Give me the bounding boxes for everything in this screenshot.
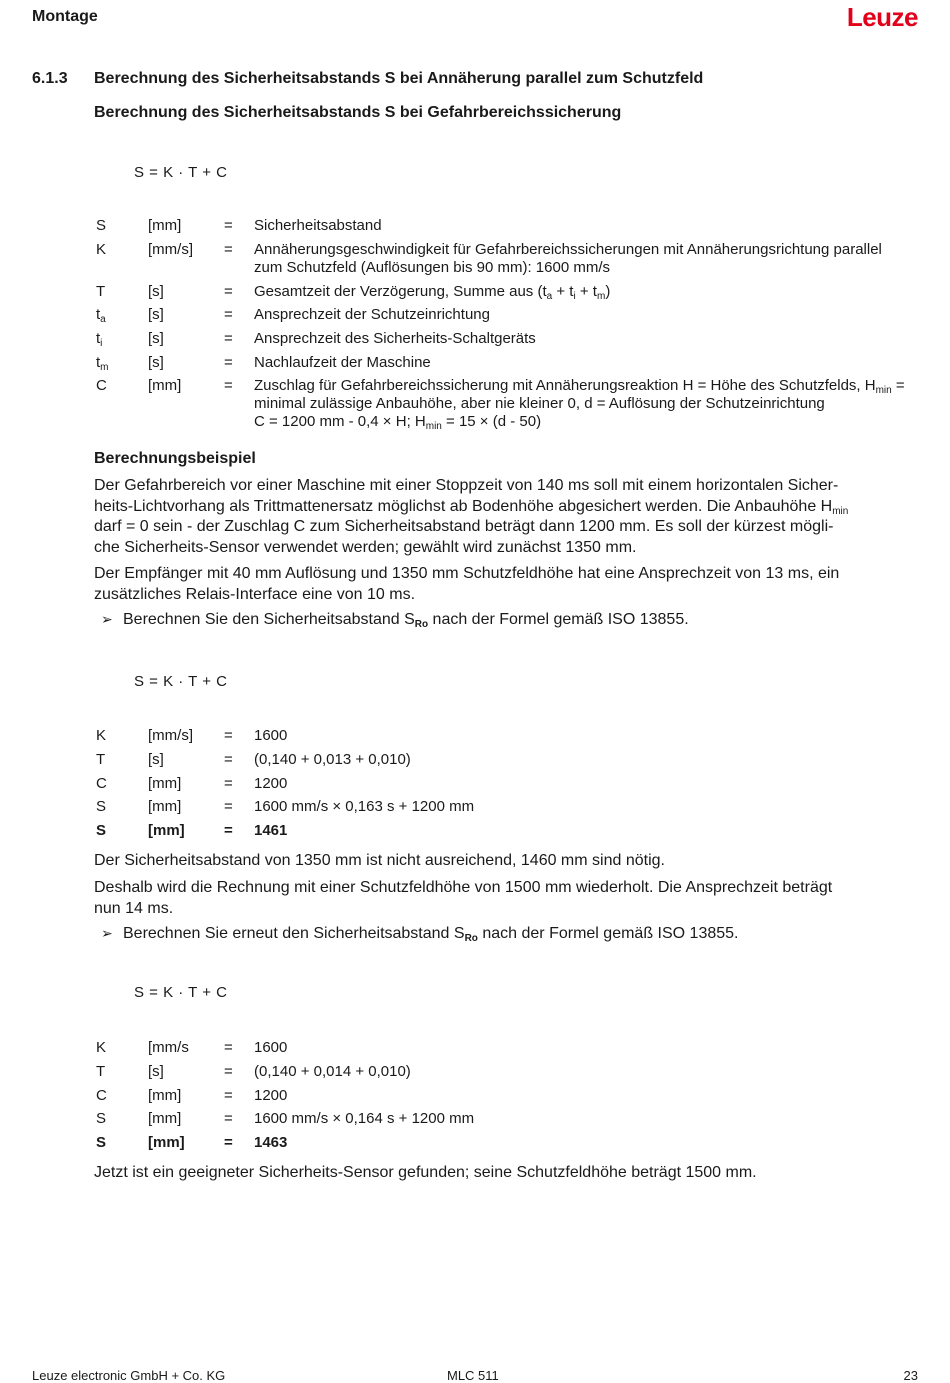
- definition-sym: T: [96, 283, 106, 300]
- action-arrow-icon: ➢: [101, 612, 113, 628]
- definition-eq: =: [224, 377, 233, 394]
- definition-sym: C: [96, 377, 107, 394]
- definition-unit: [mm]: [148, 377, 182, 394]
- calc2-desc: 1600 mm/s × 0,164 s + 1200 mm: [254, 1110, 475, 1127]
- calc2-sym: T: [96, 1063, 106, 1080]
- calc1-sym: S: [96, 822, 107, 839]
- example-paragraph-5: Jetzt ist ein geeigneter Sicherheits-Sensor gefunden; seine Schutzfeldhöhe beträgt 1500 mm.: [94, 1164, 757, 1181]
- calc1-eq: =: [224, 727, 233, 744]
- definition-eq: =: [224, 306, 233, 323]
- calc1-unit: [mm/s]: [148, 727, 193, 744]
- calc1-sym: K: [96, 727, 107, 744]
- definition-desc: Zuschlag für Gefahrbereichssicherung mit Annäherungsreaktion H = Höhe des Schutzfelds, $H_{min}$ = minimal zulässige Anbauhöhe, aber nie kleiner 0, d = Auflösung der Schutzeinrichtung C = 1200 mm - 0,4 × H; $H_{min} = 15 \times (d - 50)$: [254, 377, 905, 432]
- calc2-eq: =: [224, 1039, 233, 1056]
- calc2-unit: [mm/s: [148, 1039, 189, 1056]
- calc2-sym: S: [96, 1110, 107, 1127]
- calc1-sym: S: [96, 798, 107, 815]
- definition-sym: $t_i$: [96, 330, 103, 349]
- calc1-desc: (0,140 + 0,013 + 0,010): [254, 751, 411, 768]
- calc2-desc: 1200: [254, 1087, 288, 1104]
- header-section-title: Montage: [32, 8, 98, 25]
- calc1-unit: [mm]: [148, 822, 185, 839]
- calc1-eq: =: [224, 798, 233, 815]
- example-heading: Berechnungsbeispiel: [94, 450, 256, 467]
- calc2-unit: [s]: [148, 1063, 164, 1080]
- definition-unit: [s]: [148, 354, 164, 371]
- definition-sym: S: [96, 217, 107, 234]
- example-paragraph-4: Deshalb wird die Rechnung mit einer Schutzfeldhöhe von 1500 mm wiederholt. Die Ansprechzeit beträgt nun 14 ms.: [94, 879, 833, 917]
- example-paragraph-2: Der Empfänger mit 40 mm Auflösung und 1350 mm Schutzfeldhöhe hat eine Ansprechzeit von 13 ms, ein zusätzliches Relais-Interface eine von 10 ms.: [94, 565, 840, 603]
- definition-unit: [mm]: [148, 217, 182, 234]
- footer-product: MLC 511: [447, 1368, 499, 1383]
- calc2-desc: (0,140 + 0,014 + 0,010): [254, 1063, 411, 1080]
- calc2-eq: =: [224, 1087, 233, 1104]
- action-item-1: [101, 611, 689, 629]
- calc2-sym: K: [96, 1039, 107, 1056]
- footer-company: Leuze electronic GmbH + Co. KG: [32, 1368, 226, 1383]
- calc2-desc: 1600: [254, 1039, 288, 1056]
- definition-sym: K: [96, 241, 107, 258]
- definition-unit: [s]: [148, 330, 164, 347]
- section-number: 6.1.3: [32, 70, 68, 87]
- calc2-unit: [mm]: [148, 1134, 185, 1151]
- calc2-sym: C: [96, 1087, 107, 1104]
- calc2-sym: S: [96, 1134, 107, 1151]
- section-title: Berechnung des Sicherheitsabstands S bei Annäherung parallel zum Schutzfeld: [94, 70, 704, 87]
- calc1-sym: T: [96, 751, 106, 768]
- calc2-eq: =: [224, 1110, 233, 1127]
- calc2-eq: =: [224, 1134, 233, 1151]
- calc1-sym: C: [96, 775, 107, 792]
- example-paragraph-3: Der Sicherheitsabstand von 1350 mm ist nicht ausreichend, 1460 mm sind nötig.: [94, 852, 665, 869]
- calc1-desc: 1461: [254, 822, 288, 839]
- formula-1: S = K · T + C: [134, 164, 227, 181]
- footer-page-number: 23: [903, 1368, 918, 1383]
- definition-desc: Ansprechzeit der Schutzeinrichtung: [254, 306, 490, 323]
- brand-logo: Leuze: [846, 2, 918, 32]
- calc2-eq: =: [224, 1063, 233, 1080]
- definition-unit: [s]: [148, 283, 164, 300]
- definition-eq: =: [224, 241, 233, 258]
- action-text-1: Berechnen Sie den Sicherheitsabstand $S_{Ro}$ nach der Formel gemäß ISO 13855.: [123, 611, 689, 630]
- calc1-desc: 1200: [254, 775, 288, 792]
- section-subtitle: Berechnung des Sicherheitsabstands S bei Gefahrbereichssicherung: [94, 104, 622, 121]
- definition-desc: Nachlaufzeit der Maschine: [254, 354, 431, 371]
- definition-desc: Sicherheitsabstand: [254, 217, 382, 234]
- calc1-desc: 1600: [254, 727, 288, 744]
- example-paragraph-1: Der Gefahrbereich vor einer Maschine mit einer Stoppzeit von 140 ms soll mit einem horizontalen Sicher- heits-Lichtvorhang als Trittmattenersatz möglichst ab Bodenhöhe abgesichert werden. Die Anbauhöhe $H_{min}$ darf = 0 sein - der Zuschlag C zum Sicherheitsabstand beträgt dann 1200 mm. Es soll der kürzest mögli- che Sicherheits-Sensor verwendet werden; gewählt wird zunächst 1350 mm.: [94, 477, 849, 556]
- definition-unit: [mm/s]: [148, 241, 193, 258]
- definition-eq: =: [224, 283, 233, 300]
- formula-3: S = K · T + C: [134, 984, 227, 1001]
- calc1-unit: [s]: [148, 751, 164, 768]
- definition-eq: =: [224, 330, 233, 347]
- definition-unit: [s]: [148, 306, 164, 323]
- formula-2: S = K · T + C: [134, 673, 227, 690]
- definition-eq: =: [224, 217, 233, 234]
- definition-desc: Ansprechzeit des Sicherheits-Schaltgeräts: [254, 330, 536, 347]
- definition-sym: $t_a$: [96, 306, 106, 325]
- calc1-eq: =: [224, 751, 233, 768]
- calc1-desc: 1600 mm/s × 0,163 s + 1200 mm: [254, 798, 475, 815]
- definition-sym: $t_m$: [96, 354, 109, 373]
- action-text-2: Berechnen Sie erneut den Sicherheitsabstand $S_{Ro}$ nach der Formel gemäß ISO 13855.: [123, 925, 739, 944]
- calc2-unit: [mm]: [148, 1110, 182, 1127]
- calc1-eq: =: [224, 775, 233, 792]
- calc1-eq: =: [224, 822, 233, 839]
- calc1-unit: [mm]: [148, 798, 182, 815]
- calc2-unit: [mm]: [148, 1087, 182, 1104]
- action-arrow-icon: ➢: [101, 926, 113, 942]
- definition-eq: =: [224, 354, 233, 371]
- calc1-unit: [mm]: [148, 775, 182, 792]
- action-item-2: [101, 925, 738, 943]
- definition-desc: Gesamtzeit der Verzögerung, Summe aus $(t_a + t_i + t_m)$: [254, 283, 611, 302]
- calc2-desc: 1463: [254, 1134, 288, 1151]
- definition-desc: Annäherungsgeschwindigkeit für Gefahrbereichssicherungen mit Annäherungsrichtung parallel zum Schutzfeld (Auflösungen bis 90 mm): 1600 mm/s: [254, 241, 882, 276]
